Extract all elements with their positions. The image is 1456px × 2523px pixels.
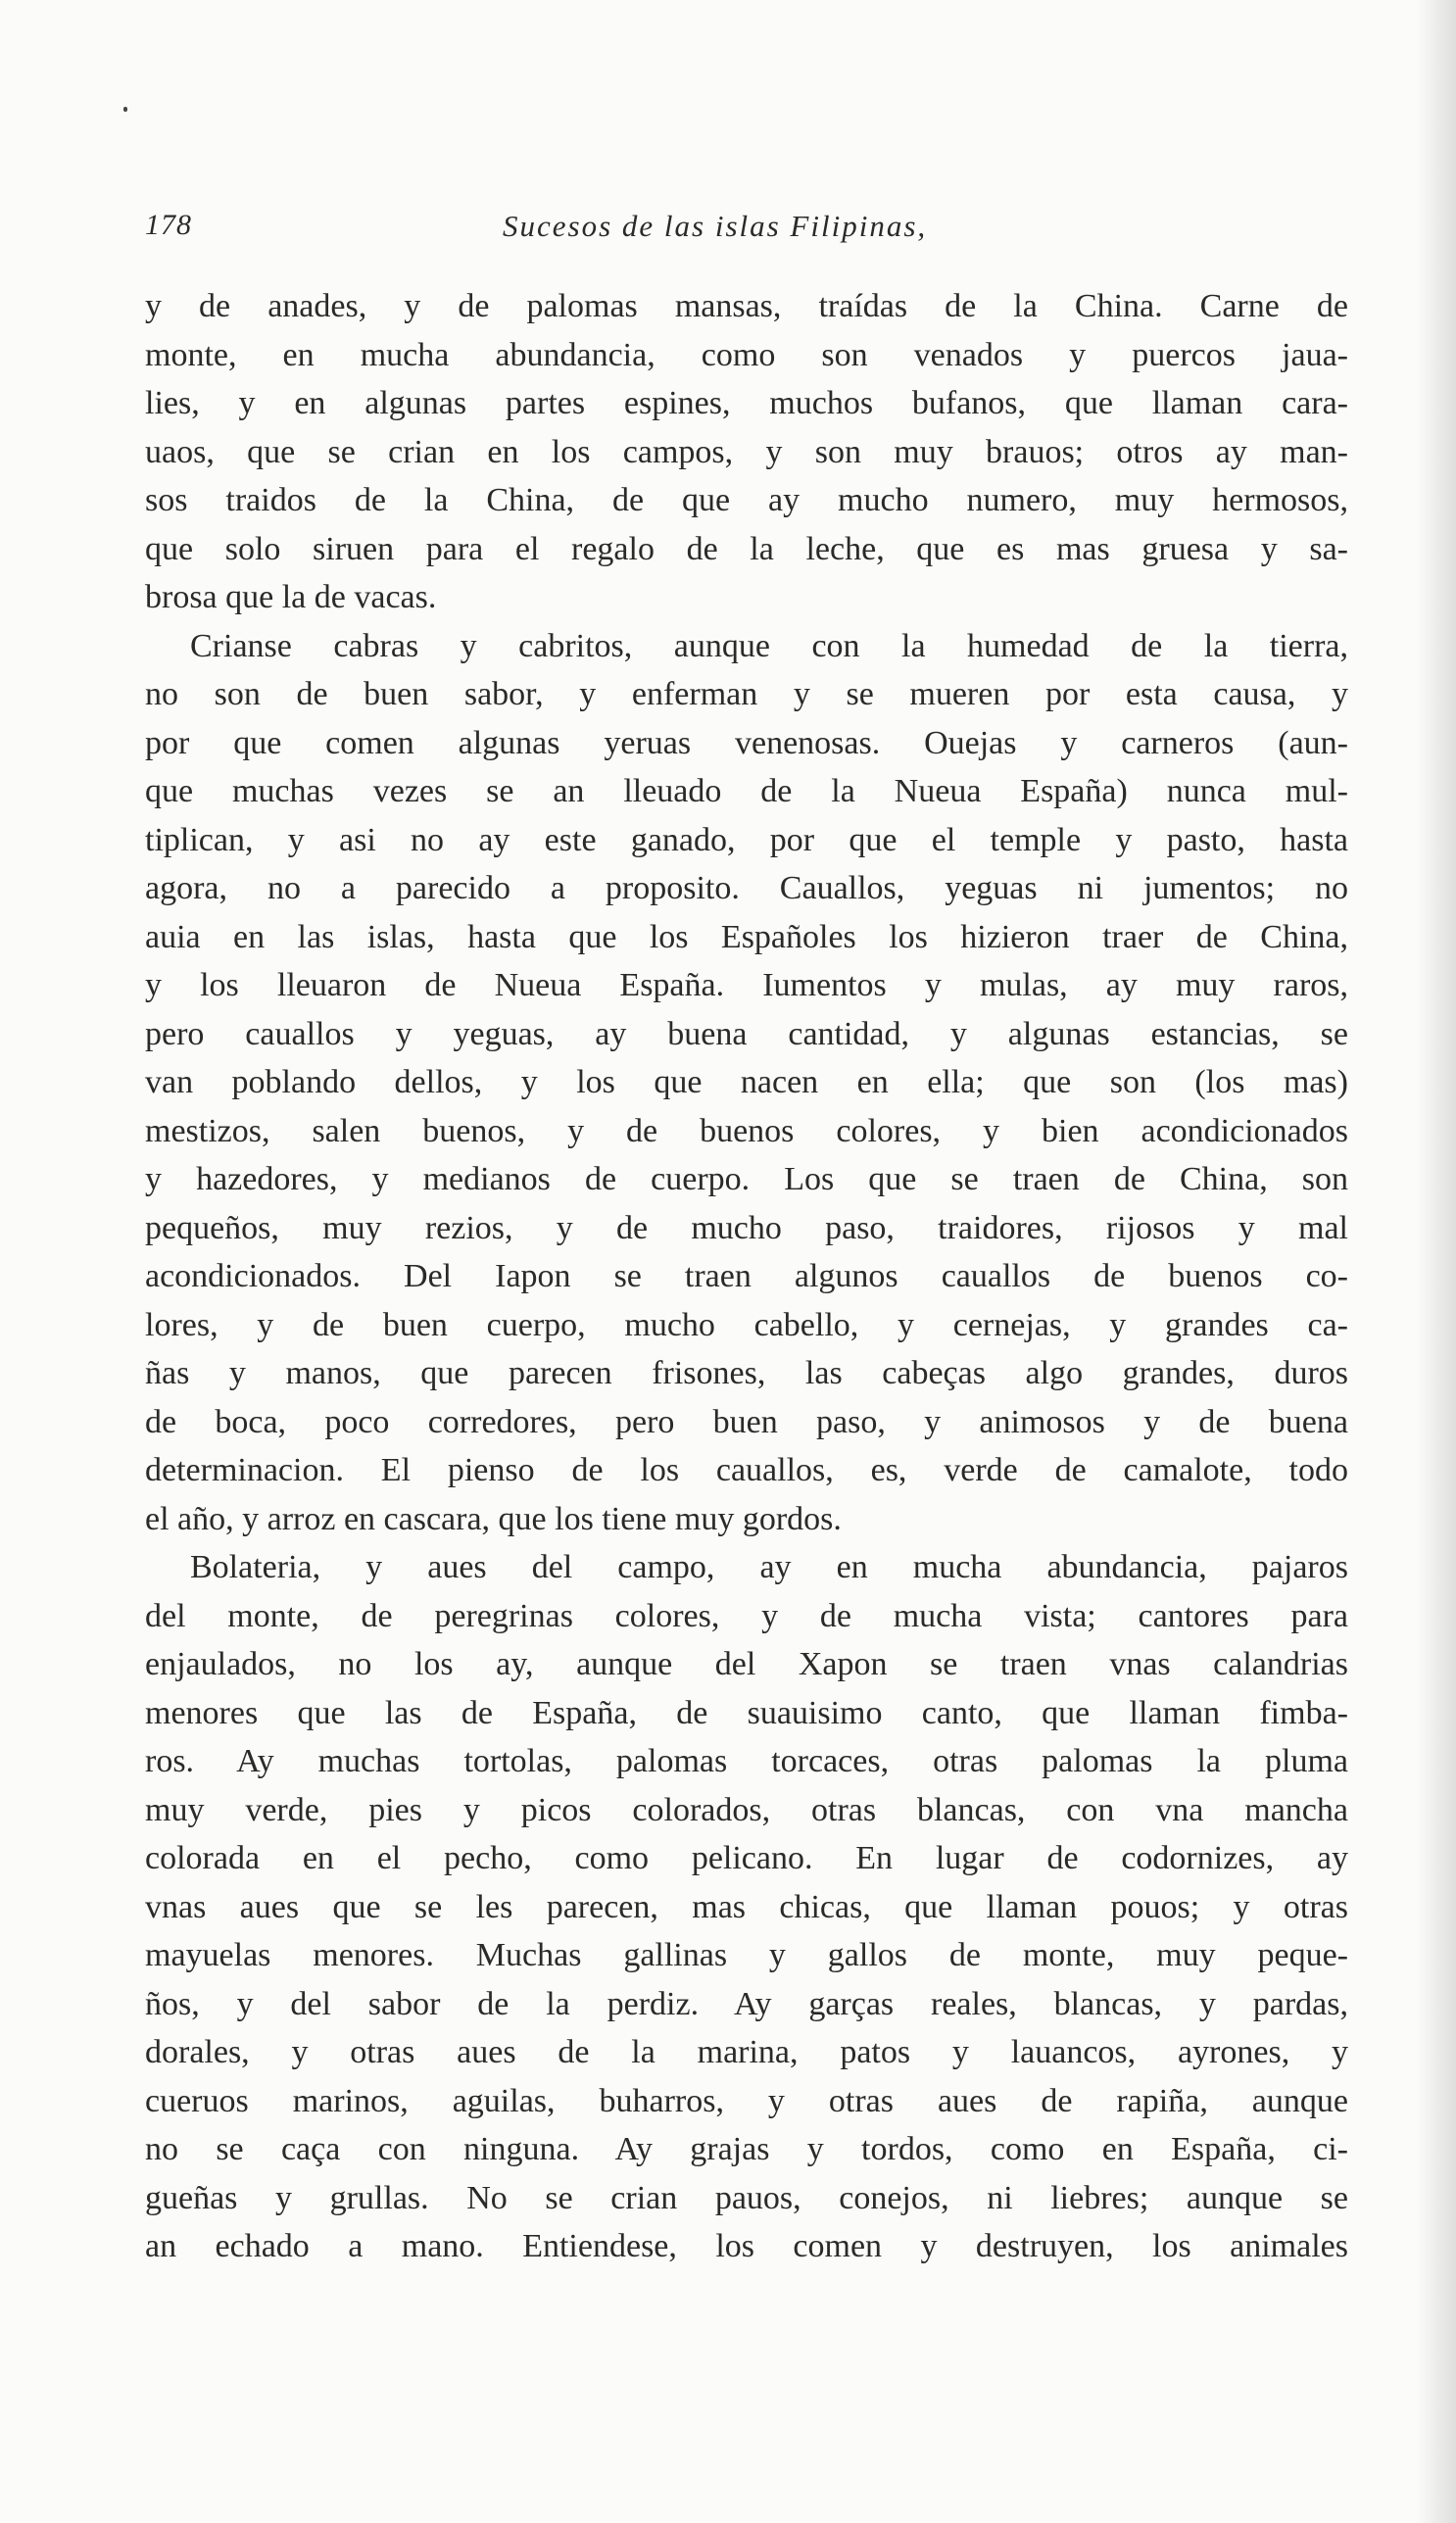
text-line: auia en las islas, hasta que los Españoles los hizieron traer de China, xyxy=(145,918,1348,955)
text-line: muy verde, pies y picos colorados, otras blancas, con vna mancha xyxy=(145,1791,1348,1828)
text-line: van poblando dellos, y los que nacen en ella; que son (los mas) xyxy=(145,1064,1348,1100)
text-line: Bolateria, y aues del campo, ay en mucha abundancia, pajaros xyxy=(190,1549,1348,1585)
text-line: que solo siruen para el regalo de la leche, que es mas gruesa y sa- xyxy=(145,530,1348,567)
text-line: del monte, de peregrinas colores, y de mucha vista; cantores para xyxy=(145,1597,1348,1634)
text-line: enjaulados, no los ay, aunque del Xapon se traen vnas calandrias xyxy=(145,1646,1348,1682)
text-line: ñas y manos, que parecen frisones, las cabeças algo grandes, duros xyxy=(145,1355,1348,1391)
text-line: por que comen algunas yeruas venenosas. Ouejas y carneros (aun- xyxy=(145,724,1348,761)
ink-speck xyxy=(123,107,127,112)
text-line: determinacion. El pienso de los cauallos, es, verde de camalote, todo xyxy=(145,1452,1348,1488)
text-line: dorales, y otras aues de la marina, patos y lauancos, ayrones, y xyxy=(145,2034,1348,2070)
text-line: colorada en el pecho, como pelicano. En lugar de codornizes, ay xyxy=(145,1840,1348,1876)
text-line: agora, no a parecido a proposito. Cauallos, yeguas ni jumentos; no xyxy=(145,870,1348,906)
paragraph xyxy=(145,1543,1348,2271)
text-line: lores, y de buen cuerpo, mucho cabello, y cernejas, y grandes ca- xyxy=(145,1306,1348,1343)
text-line: gueñas y grullas. No se crian pauos, conejos, ni liebres; aunque se xyxy=(145,2179,1348,2216)
paragraph xyxy=(145,282,1348,622)
text-line: pero cauallos y yeguas, ay buena cantidad, y algunas estancias, se xyxy=(145,1015,1348,1052)
text-line: no son de buen sabor, y enferman y se mueren por esta causa, y xyxy=(145,676,1348,712)
text-line: tiplican, y asi no ay este ganado, por que el temple y pasto, hasta xyxy=(145,821,1348,858)
paragraph xyxy=(145,622,1348,1544)
text-line: que muchas vezes se an lleuado de la Nueua España) nunca mul- xyxy=(145,773,1348,809)
text-line: y hazedores, y medianos de cuerpo. Los que se traen de China, son xyxy=(145,1161,1348,1197)
text-line: ros. Ay muchas tortolas, palomas torcaces, otras palomas la pluma xyxy=(145,1743,1348,1779)
text-line: vnas aues que se les parecen, mas chicas, que llaman pouos; y otras xyxy=(145,1888,1348,1925)
text-line: uaos, que se crian en los campos, y son muy brauos; otros ay man- xyxy=(145,433,1348,470)
text-line: pequeños, muy rezios, y de mucho paso, traidores, rijosos y mal xyxy=(145,1209,1348,1246)
text-line: an echado a mano. Entiendese, los comen y destruyen, los animales xyxy=(145,2228,1348,2264)
text-line: cueruos marinos, aguilas, buharros, y otras aues de rapiña, aunque xyxy=(145,2082,1348,2119)
text-line: no se caça con ninguna. Ay grajas y tordos, como en España, ci- xyxy=(145,2131,1348,2167)
running-title: Sucesos de las islas Filipinas, xyxy=(503,209,928,243)
body-text xyxy=(145,282,1348,2271)
page-number: 178 xyxy=(145,209,192,241)
text-line: Crianse cabras y cabritos, aunque con la humedad de la tierra, xyxy=(190,627,1348,664)
text-line: ños, y del sabor de la perdiz. Ay garças reales, blancas, y pardas, xyxy=(145,1985,1348,2022)
text-line: mestizos, salen buenos, y de buenos colores, y bien acondicionados xyxy=(145,1112,1348,1149)
text-line: el año, y arroz en cascara, que los tiene muy gordos. xyxy=(145,1500,842,1537)
page-edge-shadow xyxy=(1417,0,1456,2523)
text-line: y de anades, y de palomas mansas, traídas de la China. Carne de xyxy=(145,288,1348,324)
text-line: de boca, poco corredores, pero buen paso, y animosos y de buena xyxy=(145,1403,1348,1440)
text-line: monte, en mucha abundancia, como son venados y puercos jaua- xyxy=(145,336,1348,373)
text-line: lies, y en algunas partes espines, muchos bufanos, que llaman cara- xyxy=(145,385,1348,421)
text-line: y los lleuaron de Nueua España. Iumentos y mulas, ay muy raros, xyxy=(145,967,1348,1003)
text-line: sos traidos de la China, de que ay mucho numero, muy hermosos, xyxy=(145,482,1348,518)
text-line: acondicionados. Del Iapon se traen algunos cauallos de buenos co- xyxy=(145,1258,1348,1294)
text-line: brosa que la de vacas. xyxy=(145,579,437,615)
text-line: mayuelas menores. Muchas gallinas y gallos de monte, muy peque- xyxy=(145,1937,1348,1973)
text-line: menores que las de España, de suauisimo canto, que llaman fimba- xyxy=(145,1694,1348,1731)
page-header xyxy=(145,209,1348,254)
